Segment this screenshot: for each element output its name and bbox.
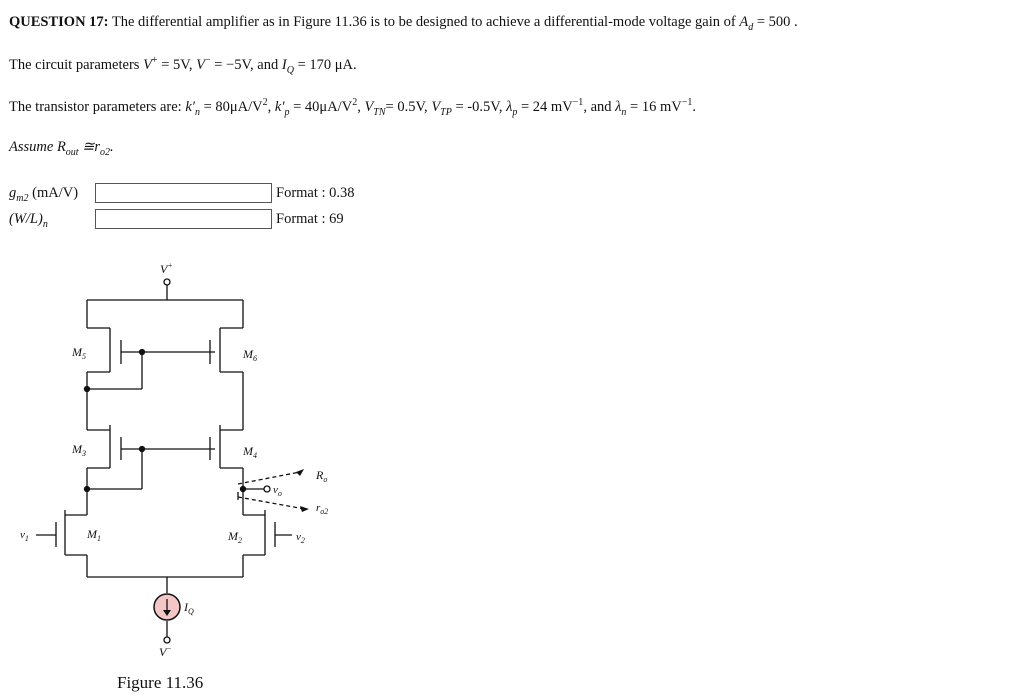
- figure-caption: Figure 11.36: [117, 673, 204, 692]
- current-source-icon: [154, 594, 180, 620]
- kp-exp: 2: [352, 97, 358, 109]
- kn-exp: 2: [262, 97, 268, 109]
- lambda-n-value: = 16 mV: [630, 99, 682, 115]
- wl-sub: n: [42, 218, 48, 230]
- iq-sub: Q: [286, 64, 294, 76]
- v1-label: $v_1$: [20, 529, 29, 543]
- lambda-and: , and: [583, 99, 612, 115]
- m6-label: $M_6$: [243, 347, 257, 363]
- ro-label: $R_o$: [316, 468, 328, 484]
- wires: [36, 279, 292, 643]
- vminus-terminal: [164, 637, 170, 643]
- lambda-n-exp: −1: [681, 97, 693, 109]
- gm2-format-hint: Format : 0.38: [276, 185, 355, 201]
- gain-subscript: d: [748, 21, 754, 33]
- wl-format-hint: Format : 69: [276, 211, 344, 227]
- ro2-sub: o2: [100, 146, 111, 158]
- wl-label: [9, 211, 48, 228]
- vplus-label: V+: [160, 261, 173, 276]
- approx-symbol: ≅: [82, 139, 95, 155]
- question-line: [9, 14, 798, 31]
- kp-sub: p: [284, 106, 290, 118]
- vplus-symbol: V: [143, 57, 152, 73]
- vminus-label: V−: [159, 644, 172, 659]
- gm2-sub: m2: [16, 192, 29, 204]
- lambda-p-sub: p: [512, 106, 518, 118]
- kp-value: = 40μA/V: [293, 99, 353, 115]
- lambda-n-symbol: λ: [615, 99, 622, 115]
- output-resistance-indicators: [238, 472, 305, 509]
- kp-symbol: k′: [274, 99, 285, 115]
- vminus-sup: −: [204, 55, 211, 67]
- transistor-parameters-line: The transistor parameters are: $k'_n = 80\mu A/V^2$, $k'_p = 40\mu A/V^2$, $V_{TN}= 0.5V$, $V_{TP} = -0.5V$, $\lambda_p = 24$ $mV^{-1}$, and $\lambda_n = 16$ $mV^{-1}$.: [9, 97, 696, 118]
- m4-label: $M_4$: [243, 444, 257, 460]
- vtn-value: = 0.5V,: [385, 99, 428, 115]
- lambda-p-exp: −1: [572, 97, 584, 109]
- kn-value: = 80μA/V: [203, 99, 263, 115]
- gm2-symbol: g: [9, 185, 17, 201]
- m5-label: $M_5$: [72, 345, 86, 361]
- vo-terminal: [264, 486, 270, 492]
- circuit-figure: [0, 255, 420, 675]
- kn-sub: n: [194, 106, 200, 118]
- vplus-value: = 5V,: [161, 57, 193, 73]
- vtn-sub: TN: [373, 106, 386, 118]
- question-text: The differential amplifier as in Figure 11.36 is to be designed to achieve a differential-mode voltage gain of: [111, 14, 736, 30]
- transistor-params-prefix: The transistor parameters are:: [9, 99, 182, 115]
- iq-symbol: I: [281, 57, 287, 73]
- gain-symbol: A: [739, 14, 749, 30]
- vminus-value: = −5V, and: [214, 57, 279, 73]
- wl-input[interactable]: [95, 209, 272, 229]
- gm2-input[interactable]: [95, 183, 272, 203]
- circuit-parameters-line: [9, 57, 357, 74]
- assumption-end: .: [110, 139, 114, 155]
- vtn-symbol: V: [364, 99, 374, 115]
- gain-value: = 500 .: [756, 14, 798, 30]
- lambda-p-value: = 24 mV: [520, 99, 573, 115]
- iq-label: $I_Q$: [184, 600, 194, 616]
- circuit-params-prefix: The circuit parameters: [9, 57, 140, 73]
- gm2-unit: (mA/V): [32, 185, 79, 201]
- wl-symbol: (W/L): [9, 211, 43, 227]
- ro2-label: $r_{o2}$: [316, 502, 329, 516]
- gm2-label: [9, 185, 78, 202]
- m2-label: $M_2$: [228, 529, 242, 545]
- assumption-line: [9, 139, 114, 156]
- m1-label: $M_1$: [87, 527, 101, 543]
- kn-symbol: k′: [185, 99, 195, 115]
- rout-symbol: R: [56, 139, 66, 155]
- question-label: QUESTION 17:: [9, 14, 109, 30]
- vo-label: $v_o$: [273, 484, 282, 498]
- m3-label: $M_3$: [72, 442, 86, 458]
- vtp-symbol: V: [431, 99, 441, 115]
- assumption-prefix: Assume: [9, 139, 54, 155]
- lambda-n-sub: n: [621, 106, 627, 118]
- transistor-params-end: .: [692, 99, 696, 115]
- rout-sub: out: [65, 146, 79, 158]
- vtp-value: = -0.5V,: [455, 99, 503, 115]
- vminus-symbol: V: [196, 57, 205, 73]
- ro2-symbol: r: [94, 139, 101, 155]
- lambda-p-symbol: λ: [506, 99, 513, 115]
- vtp-sub: TP: [440, 106, 452, 118]
- iq-value: = 170 μA.: [297, 57, 357, 73]
- v2-label: $v_2$: [296, 531, 305, 545]
- vplus-sup: +: [151, 55, 158, 67]
- vplus-terminal: [164, 279, 170, 285]
